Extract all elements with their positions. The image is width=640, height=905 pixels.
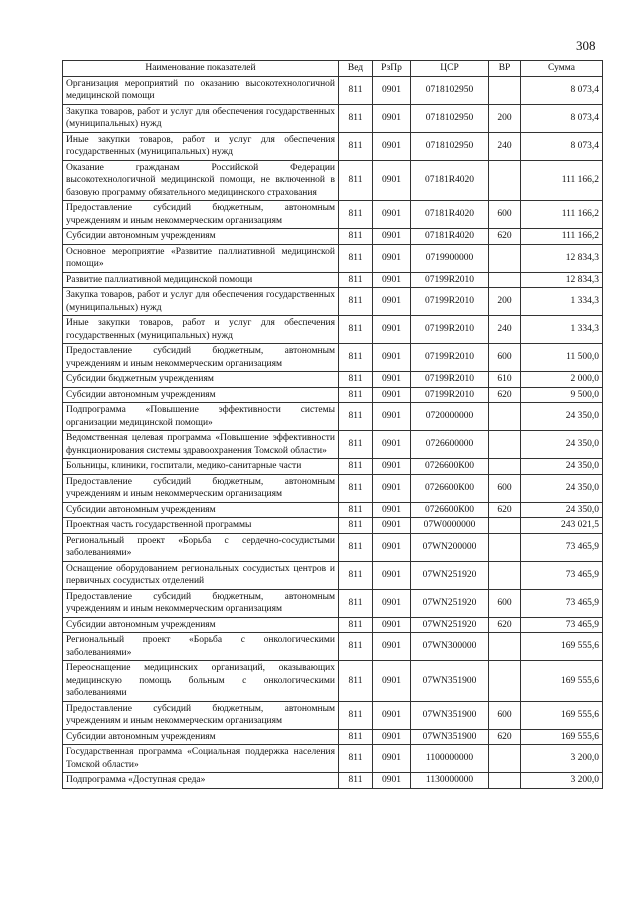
- cell-sum: 8 073,4: [521, 76, 603, 104]
- cell-name: Предоставление субсидий бюджетным, автономным учреждениям и иным некоммерческим организациям: [63, 474, 339, 502]
- cell-sum: 73 465,9: [521, 617, 603, 633]
- cell-ved: 811: [339, 272, 373, 288]
- table-row: [63, 387, 603, 403]
- cell-name: Переоснащение медицинских организаций, оказывающих медицинскую помощь больным с онкологическими заболеваниями: [63, 661, 339, 702]
- cell-vr: 200: [489, 288, 521, 316]
- table-row: [63, 459, 603, 475]
- cell-ved: 811: [339, 474, 373, 502]
- cell-sum: 169 555,6: [521, 729, 603, 745]
- cell-sum: 8 073,4: [521, 104, 603, 132]
- table-row: [63, 474, 603, 502]
- header-sum: Сумма: [521, 61, 603, 77]
- cell-sum: 9 500,0: [521, 387, 603, 403]
- cell-sum: 169 555,6: [521, 633, 603, 661]
- cell-csr: 07199R2010: [411, 372, 489, 388]
- header-ved: Вед: [339, 61, 373, 77]
- cell-sum: 3 200,0: [521, 773, 603, 789]
- cell-csr: 0718102950: [411, 76, 489, 104]
- table-row: [63, 288, 603, 316]
- cell-vr: [489, 272, 521, 288]
- cell-name: Региональный проект «Борьба с онкологическими заболеваниями»: [63, 633, 339, 661]
- cell-ved: 811: [339, 633, 373, 661]
- cell-sum: 11 500,0: [521, 344, 603, 372]
- cell-ved: 811: [339, 387, 373, 403]
- cell-ved: 811: [339, 617, 373, 633]
- cell-rzpr: 0901: [373, 459, 411, 475]
- cell-vr: [489, 431, 521, 459]
- cell-name: Больницы, клиники, госпитали, медико-санитарные части: [63, 459, 339, 475]
- cell-csr: 07WN200000: [411, 533, 489, 561]
- cell-name: Закупка товаров, работ и услуг для обеспечения государственных (муниципальных) нужд: [63, 288, 339, 316]
- table-row: [63, 773, 603, 789]
- cell-vr: [489, 745, 521, 773]
- cell-name: Развитие паллиативной медицинской помощи: [63, 272, 339, 288]
- cell-ved: 811: [339, 459, 373, 475]
- cell-vr: 600: [489, 474, 521, 502]
- cell-name: Субсидии автономным учреждениям: [63, 617, 339, 633]
- cell-name: Иные закупки товаров, работ и услуг для обеспечения государственных (муниципальных) нужд: [63, 132, 339, 160]
- cell-rzpr: 0901: [373, 431, 411, 459]
- cell-ved: 811: [339, 201, 373, 229]
- cell-csr: 07W0000000: [411, 518, 489, 534]
- cell-name: Предоставление субсидий бюджетным, автономным учреждениям и иным некоммерческим организациям: [63, 701, 339, 729]
- cell-rzpr: 0901: [373, 76, 411, 104]
- cell-csr: 07199R2010: [411, 344, 489, 372]
- cell-name: Предоставление субсидий бюджетным, автономным учреждениям и иным некоммерческим организациям: [63, 344, 339, 372]
- cell-rzpr: 0901: [373, 104, 411, 132]
- cell-csr: 07WN351900: [411, 729, 489, 745]
- table-row: [63, 589, 603, 617]
- cell-sum: 169 555,6: [521, 701, 603, 729]
- cell-vr: [489, 633, 521, 661]
- cell-ved: 811: [339, 229, 373, 245]
- cell-csr: 07WN351900: [411, 661, 489, 702]
- cell-csr: 07199R2010: [411, 288, 489, 316]
- cell-name: Региональный проект «Борьба с сердечно-сосудистыми заболеваниями»: [63, 533, 339, 561]
- cell-ved: 811: [339, 104, 373, 132]
- table-row: [63, 661, 603, 702]
- cell-name: Субсидии автономным учреждениям: [63, 229, 339, 245]
- cell-csr: 1130000000: [411, 773, 489, 789]
- table-row: [63, 617, 603, 633]
- cell-csr: 07WN251920: [411, 617, 489, 633]
- header-name: Наименование показателей: [63, 61, 339, 77]
- cell-vr: 600: [489, 701, 521, 729]
- cell-sum: 12 834,3: [521, 272, 603, 288]
- cell-csr: 0720000000: [411, 403, 489, 431]
- cell-ved: 811: [339, 132, 373, 160]
- cell-sum: 111 166,2: [521, 229, 603, 245]
- cell-csr: 0718102950: [411, 104, 489, 132]
- table-row: [63, 745, 603, 773]
- table-row: [63, 229, 603, 245]
- cell-vr: 620: [489, 387, 521, 403]
- cell-vr: [489, 76, 521, 104]
- table-row: [63, 633, 603, 661]
- cell-ved: 811: [339, 288, 373, 316]
- cell-sum: 24 350,0: [521, 459, 603, 475]
- cell-ved: 811: [339, 502, 373, 518]
- cell-vr: [489, 661, 521, 702]
- header-row: [63, 61, 603, 77]
- table-row: [63, 403, 603, 431]
- table-row: [63, 104, 603, 132]
- cell-name: Предоставление субсидий бюджетным, автономным учреждениям и иным некоммерческим организациям: [63, 589, 339, 617]
- cell-csr: 07WN251920: [411, 589, 489, 617]
- cell-csr: 07181R4020: [411, 160, 489, 201]
- table-row: [63, 372, 603, 388]
- cell-csr: 07WN351900: [411, 701, 489, 729]
- table-row: [63, 344, 603, 372]
- cell-vr: [489, 533, 521, 561]
- cell-rzpr: 0901: [373, 533, 411, 561]
- cell-csr: 0726600К00: [411, 474, 489, 502]
- cell-ved: 811: [339, 589, 373, 617]
- cell-ved: 811: [339, 661, 373, 702]
- cell-rzpr: 0901: [373, 773, 411, 789]
- cell-sum: 111 166,2: [521, 201, 603, 229]
- cell-sum: 2 000,0: [521, 372, 603, 388]
- cell-name: Оказание гражданам Российской Федерации высокотехнологичной медицинской помощи, не включенной в базовую программу обязательного медицинского страхования: [63, 160, 339, 201]
- cell-ved: 811: [339, 773, 373, 789]
- cell-rzpr: 0901: [373, 589, 411, 617]
- table-row: [63, 518, 603, 534]
- cell-rzpr: 0901: [373, 387, 411, 403]
- table-row: [63, 160, 603, 201]
- cell-vr: 620: [489, 229, 521, 245]
- cell-csr: 07199R2010: [411, 316, 489, 344]
- cell-sum: 24 350,0: [521, 403, 603, 431]
- cell-rzpr: 0901: [373, 661, 411, 702]
- cell-ved: 811: [339, 316, 373, 344]
- cell-csr: 07199R2010: [411, 387, 489, 403]
- cell-vr: 620: [489, 617, 521, 633]
- cell-ved: 811: [339, 344, 373, 372]
- cell-sum: 73 465,9: [521, 533, 603, 561]
- cell-name: Субсидии автономным учреждениям: [63, 502, 339, 518]
- cell-rzpr: 0901: [373, 633, 411, 661]
- cell-rzpr: 0901: [373, 502, 411, 518]
- cell-rzpr: 0901: [373, 729, 411, 745]
- cell-rzpr: 0901: [373, 272, 411, 288]
- cell-csr: 0726600К00: [411, 459, 489, 475]
- cell-ved: 811: [339, 518, 373, 534]
- header-csr: ЦСР: [411, 61, 489, 77]
- cell-ved: 811: [339, 403, 373, 431]
- header-vr: ВР: [489, 61, 521, 77]
- cell-csr: 0726600000: [411, 431, 489, 459]
- cell-sum: 73 465,9: [521, 561, 603, 589]
- cell-rzpr: 0901: [373, 561, 411, 589]
- cell-vr: 240: [489, 132, 521, 160]
- cell-csr: 0719900000: [411, 244, 489, 272]
- cell-csr: 1100000000: [411, 745, 489, 773]
- cell-rzpr: 0901: [373, 403, 411, 431]
- table-row: [63, 502, 603, 518]
- cell-ved: 811: [339, 76, 373, 104]
- header-rzpr: РзПр: [373, 61, 411, 77]
- cell-sum: 24 350,0: [521, 474, 603, 502]
- table-row: [63, 729, 603, 745]
- cell-vr: [489, 773, 521, 789]
- cell-csr: 07199R2010: [411, 272, 489, 288]
- cell-csr: 0718102950: [411, 132, 489, 160]
- cell-csr: 0726600К00: [411, 502, 489, 518]
- cell-ved: 811: [339, 729, 373, 745]
- cell-sum: 243 021,5: [521, 518, 603, 534]
- table-header: [63, 61, 603, 77]
- cell-rzpr: 0901: [373, 344, 411, 372]
- cell-vr: 200: [489, 104, 521, 132]
- cell-vr: [489, 459, 521, 475]
- cell-rzpr: 0901: [373, 372, 411, 388]
- cell-name: Закупка товаров, работ и услуг для обеспечения государственных (муниципальных) нужд: [63, 104, 339, 132]
- cell-sum: 169 555,6: [521, 661, 603, 702]
- cell-rzpr: 0901: [373, 316, 411, 344]
- cell-csr: 07181R4020: [411, 229, 489, 245]
- cell-vr: 620: [489, 502, 521, 518]
- cell-vr: 600: [489, 201, 521, 229]
- cell-rzpr: 0901: [373, 288, 411, 316]
- cell-ved: 811: [339, 431, 373, 459]
- cell-name: Подпрограмма «Доступная среда»: [63, 773, 339, 789]
- cell-csr: 07WN251920: [411, 561, 489, 589]
- cell-rzpr: 0901: [373, 160, 411, 201]
- cell-sum: 12 834,3: [521, 244, 603, 272]
- cell-csr: 07WN300000: [411, 633, 489, 661]
- cell-sum: 111 166,2: [521, 160, 603, 201]
- budget-table: [62, 60, 603, 789]
- cell-name: Иные закупки товаров, работ и услуг для обеспечения государственных (муниципальных) нужд: [63, 316, 339, 344]
- cell-name: Подпрограмма «Повышение эффективности системы организации медицинской помощи»: [63, 403, 339, 431]
- cell-sum: 24 350,0: [521, 502, 603, 518]
- cell-rzpr: 0901: [373, 201, 411, 229]
- cell-rzpr: 0901: [373, 229, 411, 245]
- table-row: [63, 431, 603, 459]
- table-row: [63, 272, 603, 288]
- cell-rzpr: 0901: [373, 745, 411, 773]
- cell-name: Проектная часть государственной программы: [63, 518, 339, 534]
- cell-rzpr: 0901: [373, 617, 411, 633]
- cell-vr: [489, 244, 521, 272]
- cell-rzpr: 0901: [373, 518, 411, 534]
- cell-ved: 811: [339, 533, 373, 561]
- cell-csr: 07181R4020: [411, 201, 489, 229]
- cell-rzpr: 0901: [373, 244, 411, 272]
- table-row: [63, 561, 603, 589]
- cell-sum: 1 334,3: [521, 288, 603, 316]
- cell-ved: 811: [339, 160, 373, 201]
- table-row: [63, 533, 603, 561]
- cell-name: Субсидии бюджетным учреждениям: [63, 372, 339, 388]
- table-row: [63, 201, 603, 229]
- cell-name: Организация мероприятий по оказанию высокотехнологичной медицинской помощи: [63, 76, 339, 104]
- cell-ved: 811: [339, 244, 373, 272]
- cell-ved: 811: [339, 701, 373, 729]
- cell-vr: [489, 160, 521, 201]
- cell-vr: [489, 518, 521, 534]
- table-row: [63, 316, 603, 344]
- table-row: [63, 701, 603, 729]
- cell-ved: 811: [339, 372, 373, 388]
- cell-name: Субсидии автономным учреждениям: [63, 387, 339, 403]
- cell-name: Основное мероприятие «Развитие паллиативной медицинской помощи»: [63, 244, 339, 272]
- cell-name: Ведомственная целевая программа «Повышение эффективности функционирования системы здравоохранения Томской области»: [63, 431, 339, 459]
- page-number: 308: [576, 38, 596, 53]
- cell-vr: 600: [489, 344, 521, 372]
- cell-vr: 620: [489, 729, 521, 745]
- cell-vr: [489, 561, 521, 589]
- cell-vr: 240: [489, 316, 521, 344]
- cell-ved: 811: [339, 745, 373, 773]
- cell-vr: [489, 403, 521, 431]
- cell-ved: 811: [339, 561, 373, 589]
- cell-sum: 3 200,0: [521, 745, 603, 773]
- cell-sum: 8 073,4: [521, 132, 603, 160]
- table-row: [63, 132, 603, 160]
- cell-rzpr: 0901: [373, 701, 411, 729]
- cell-sum: 24 350,0: [521, 431, 603, 459]
- table-row: [63, 76, 603, 104]
- cell-name: Субсидии автономным учреждениям: [63, 729, 339, 745]
- cell-vr: 610: [489, 372, 521, 388]
- table-row: [63, 244, 603, 272]
- cell-name: Оснащение оборудованием региональных сосудистых центров и первичных сосудистых отделений: [63, 561, 339, 589]
- cell-rzpr: 0901: [373, 132, 411, 160]
- cell-sum: 1 334,3: [521, 316, 603, 344]
- cell-vr: 600: [489, 589, 521, 617]
- cell-name: Предоставление субсидий бюджетным, автономным учреждениям и иным некоммерческим организациям: [63, 201, 339, 229]
- cell-rzpr: 0901: [373, 474, 411, 502]
- cell-name: Государственная программа «Социальная поддержка населения Томской области»: [63, 745, 339, 773]
- table-body: [63, 76, 603, 788]
- cell-sum: 73 465,9: [521, 589, 603, 617]
